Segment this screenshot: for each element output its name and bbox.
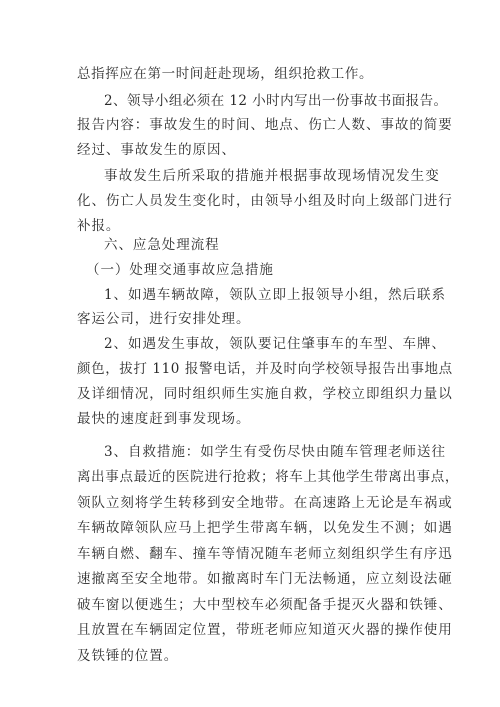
text-line: 报告内容：事故发生的时间、地点、伤亡人数、事故的简要 bbox=[77, 117, 453, 133]
text-line: 及详细情况，同时组织师生实施自救，学校立即组织力量以 bbox=[77, 386, 453, 402]
text-line: 离出事点最近的医院进行抢救；将车上其他学生带离出事点， bbox=[77, 469, 460, 485]
text-line: 2、如遇发生事故，领队要记住肇事车的车型、车牌、 bbox=[104, 336, 446, 352]
text-line: 领队立刻将学生转移到安全地带。在高速路上无论是车祸或 bbox=[77, 495, 453, 511]
text-line: 车辆自燃、翻车、撞车等情况随车老师立刻组织学生有序迅 bbox=[77, 546, 453, 562]
text-line: 速撤离至安全地带。如撤离时车门无法畅通，应立刻设法砸 bbox=[77, 571, 453, 587]
text-line: 化、伤亡人员发生变化时，由领导小组及时向上级部门进行 bbox=[77, 193, 453, 209]
text-line: 补报。 bbox=[77, 218, 121, 234]
text-line: 及铁锤的位置。 bbox=[77, 648, 179, 664]
text-line: 且放置在车辆固定位置，带班老师应知道灭火器的操作使用 bbox=[77, 622, 453, 638]
text-line: 破车窗以便逃生；大中型校车必须配备手提灭火器和铁锤、 bbox=[77, 597, 453, 613]
text-line: 事故发生后所采取的措施并根据事故现场情况发生变 bbox=[104, 168, 440, 184]
text-line: 车辆故障领队应马上把学生带离车辆，以免发生不测；如遇 bbox=[77, 520, 453, 536]
text-line: 客运公司，进行安排处理。 bbox=[77, 311, 251, 327]
text-line: 2、领导小组必须在 12 小时内写出一份事故书面报告。 bbox=[104, 93, 448, 109]
text-line: 颜色，拔打 110 报警电话，并及时向学校领导报告出事地点 bbox=[77, 361, 453, 377]
text-line: 1、如遇车辆故障，领队立即上报领导小组，然后联系 bbox=[104, 287, 446, 303]
subsection-heading: （一）处理交通事故应急措施 bbox=[86, 262, 274, 278]
text-line: 最快的速度赶到事发现场。 bbox=[77, 411, 251, 427]
text-line: 总指挥应在第一时间赶赴现场，组织抢救工作。 bbox=[77, 66, 374, 82]
section-heading: 六、应急处理流程 bbox=[104, 237, 220, 253]
text-line: 3、自救措施：如学生有受伤尽快由随车管理老师送往 bbox=[104, 444, 446, 460]
text-line: 经过、事故发生的原因、 bbox=[77, 142, 236, 158]
